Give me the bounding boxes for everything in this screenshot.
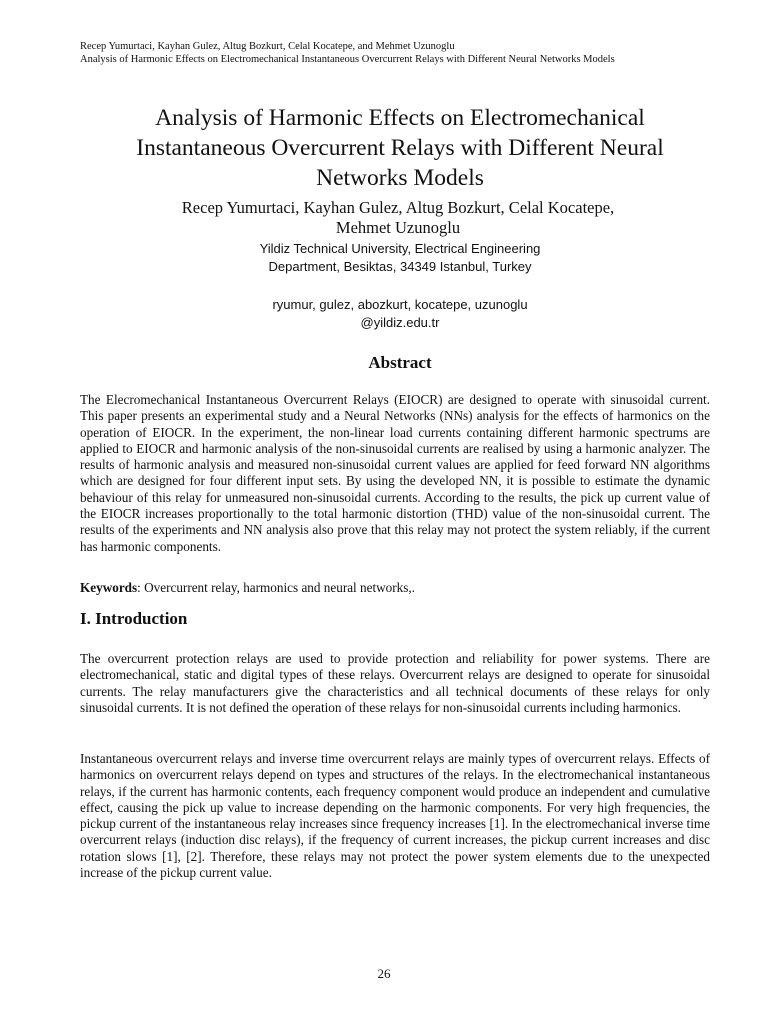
affiliation-line: Department, Besiktas, 34349 Istanbul, Turkey (268, 259, 532, 274)
email-line: @yildiz.edu.tr (360, 315, 440, 330)
page-number: 26 (377, 966, 391, 981)
author-emails (180, 296, 620, 332)
keywords (80, 580, 710, 596)
running-head-title: Analysis of Harmonic Effects on Electromechanical Instantaneous Overcurrent Relays with Different Neural Networks Models (80, 54, 615, 65)
email-line: ryumur, gulez, abozkurt, kocatepe, uzunoglu (272, 297, 528, 312)
keywords-label: Keywords (80, 580, 138, 595)
title-line: Networks Models (316, 165, 484, 191)
author-list (148, 198, 648, 238)
abstract-body: The Elecromechanical Instantaneous Overcurrent Relays (EIOCR) are designed to operate with sinusoidal current. This paper presents an experimental study and a Neural Networks (NNs) analysis for the effects of harmonics on the operation of EIOCR. In the experiment, the non-linear load currents containing different harmonic spectrums are applied to EIOCR and harmonic analysis of the non-sinusoidal currents are realised by using a harmonic analyzer. The results of harmonic analysis and measured non-sinusoidal current values are applied for feed forward NN algorithms which are designed for four different input sets. By using the developed NN, it is possible to estimate the dynamic behaviour of this relay for unmeasured non-sinusoidal currents. According to the results, the pick up current value of the EIOCR increases proportionally to the total harmonic distortion (THD) value of the non-sinusoidal current. The results of the experiments and NN analysis also prove that this relay may not protect the system reliably, if the current has harmonic components. (80, 392, 710, 554)
running-head (80, 40, 700, 66)
title-line: Instantaneous Overcurrent Relays with Different Neural (136, 135, 664, 161)
keywords-text: : Overcurrent relay, harmonics and neural networks,. (137, 580, 415, 595)
author-line: Recep Yumurtaci, Kayhan Gulez, Altug Bozkurt, Celal Kocatepe, (181, 198, 615, 217)
introduction-paragraph-1: The overcurrent protection relays are used to provide protection and reliability for power systems. There are electromechanical, static and digital types of these relays. Overcurrent relays are designed to operate for sinusoidal currents. The relay manufacturers give the characteristics and all technical documents of these relays for only sinusoidal currents. It is not defined the operation of these relays for non-sinusoidal currents including harmonics. (80, 651, 710, 715)
running-head-authors: Recep Yumurtaci, Kayhan Gulez, Altug Bozkurt, Celal Kocatepe, and Mehmet Uzunoglu (80, 41, 455, 52)
affiliation-line: Yildiz Technical University, Electrical Engineering (259, 241, 541, 256)
paper-title (80, 103, 720, 193)
abstract-heading: Abstract (368, 353, 432, 372)
affiliation (180, 240, 620, 276)
author-line: Mehmet Uzunoglu (335, 218, 461, 237)
introduction-paragraph-2: Instantaneous overcurrent relays and inverse time overcurrent relays are mainly types of overcurrent relays. Effects of harmonics on overcurrent relays depend on types and structures of the relays. In the electromechanical instantaneous relays, if the current has harmonic contents, each frequency component would produce an independent and cumulative effect, causing the pick up value to increase depending on the harmonic components. For very high frequencies, the pickup current of the instantaneous relay increases since frequency increases [1]. In the electromechanical inverse time overcurrent relays (induction disc relays), if the frequency of current increases, the pickup current increases and disc rotation slows [1], [2]. Therefore, these relays may not protect the power system elements due to the unexpected increase of the pickup current value. (80, 751, 710, 881)
title-line: Analysis of Harmonic Effects on Electromechanical (155, 105, 645, 131)
section-heading-introduction: I. Introduction (80, 609, 188, 628)
